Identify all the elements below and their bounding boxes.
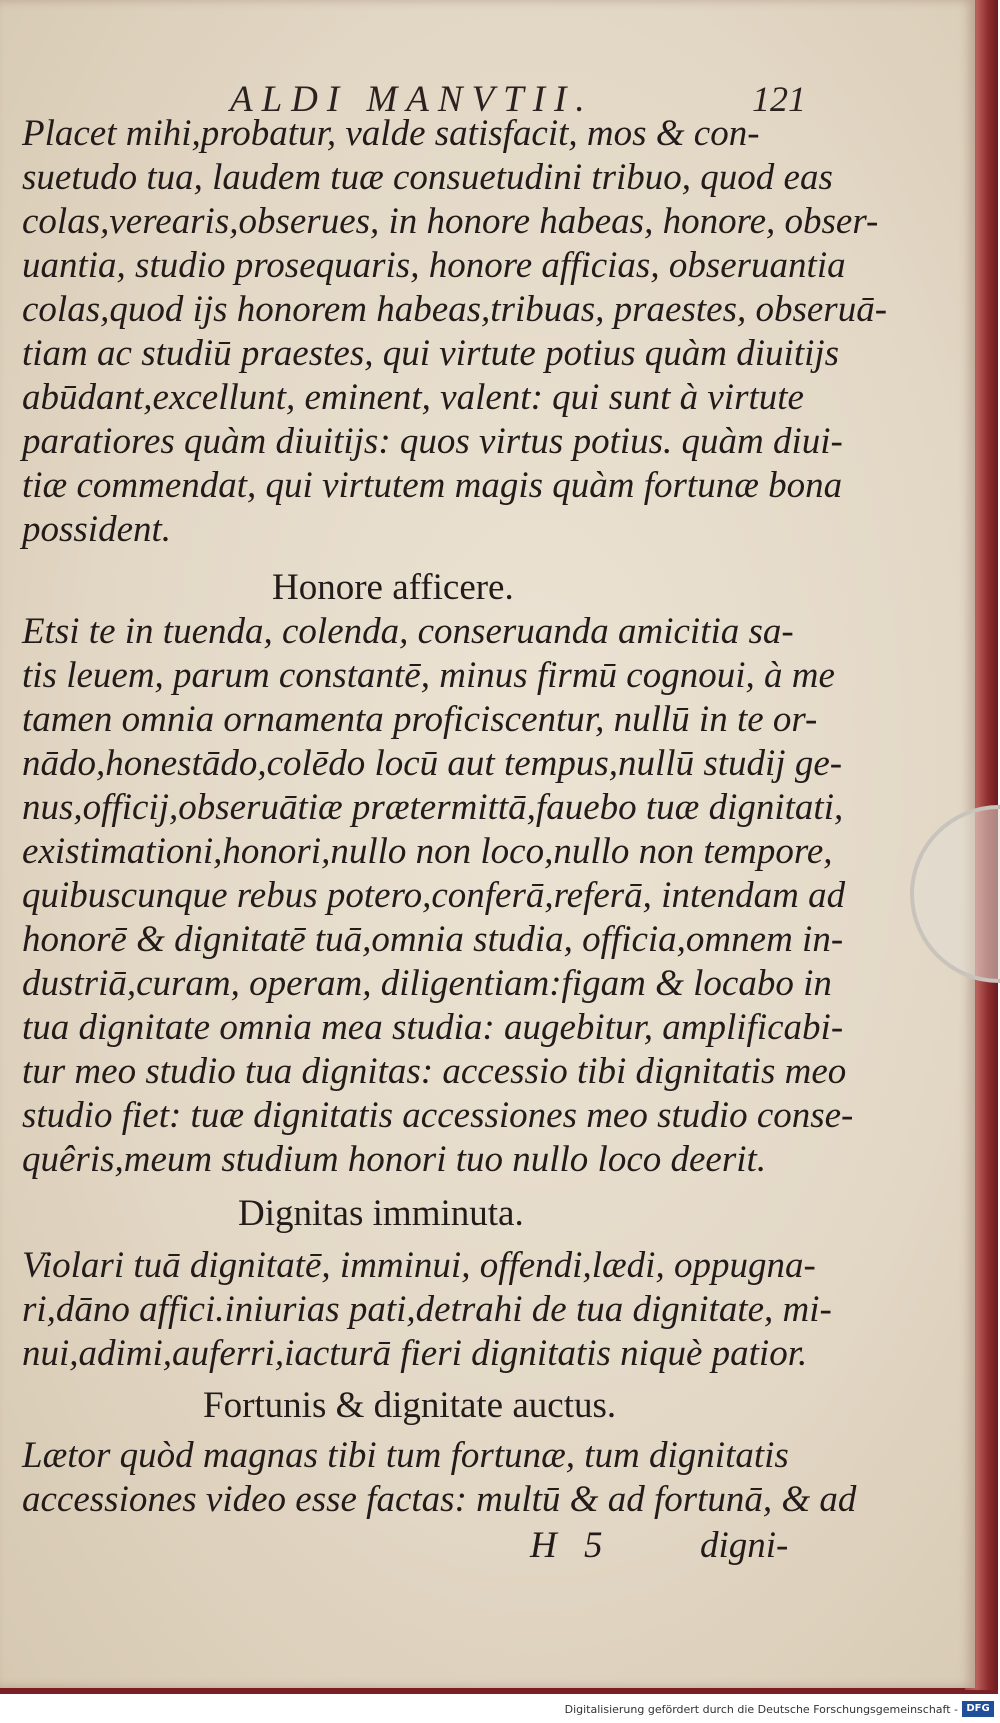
footer-credit: Digitalisierung gefördert durch die Deutsche Forschungsgemeinschaft - — [564, 1703, 958, 1716]
text-line: colas,verearis,obserues, in honore habeas, honore, obser- — [22, 201, 879, 242]
page-number: 121 — [752, 79, 806, 119]
text-line: quêris,meum studium honori tuo nullo loco deerit. — [22, 1139, 767, 1180]
text-line: ri,dāno affici.iniurias pati,detrahi de tua dignitate, mi- — [22, 1289, 832, 1330]
section-heading: Honore afficere. — [272, 567, 514, 608]
text-line: nādo,honestādo,colēdo locū aut tempus,nullū studij ge- — [22, 743, 843, 784]
text-line: uantia, studio prosequaris, honore afficias, obseruantia — [22, 245, 846, 286]
text-line: honorē & dignitatē tuā,omnia studia, officia,omnem in- — [22, 919, 844, 960]
text-line: colas,quod ijs honorem habeas,tribuas, praestes, obseruā- — [22, 289, 888, 330]
catchword: digni- — [700, 1525, 789, 1566]
text-line: tur meo studio tua dignitas: accessio tibi dignitatis meo — [22, 1051, 847, 1092]
text-line: abūdant,excellunt, eminent, valent: qui sunt à virtute — [22, 377, 804, 418]
text-line: quibuscunque rebus potero,conferā,referā, intendam ad — [22, 875, 846, 916]
text-line: tis leuem, parum constantē, minus firmū cognoui, à me — [22, 655, 835, 696]
text-line: tiam ac studiū praestes, qui virtute potius quàm diuitijs — [22, 333, 840, 374]
dfg-logo: DFG — [962, 1701, 994, 1717]
text-line: tiæ commendat, qui virtutem magis quàm fortunæ bona — [22, 465, 843, 506]
running-title: ALDI MANVTII. — [230, 79, 594, 120]
section-heading: Fortunis & dignitate auctus. — [203, 1385, 617, 1426]
text-line: suetudo tua, laudem tuæ consuetudini tribuo, quod eas — [22, 157, 833, 198]
text-line: dustriā,curam, operam, diligentiam:figam & locabo in — [22, 963, 832, 1004]
text-line: nus,officij,obseruātiæ prætermittā,fauebo tuæ dignitati, — [22, 787, 844, 828]
text-line: possident. — [22, 509, 172, 550]
text-line: nui,adimi,auferri,iacturā fieri dignitatis niquè patior. — [22, 1333, 808, 1374]
text-line: Placet mihi,probatur, valde satisfacit, mos & con- — [22, 113, 760, 154]
text-line: tua dignitate omnia mea studia: augebitur, amplificabi- — [22, 1007, 844, 1048]
text-line: Lætor quòd magnas tibi tum fortunæ, tum dignitatis — [22, 1435, 789, 1476]
text-line: accessiones video esse factas: multū & ad fortunā, & ad — [22, 1479, 857, 1520]
text-line: Etsi te in tuenda, colenda, conseruanda amicitia sa- — [22, 611, 794, 652]
text-line: paratiores quàm diuitijs: quos virtus potius. quàm diui- — [22, 421, 843, 462]
signature-mark: H 5 — [530, 1525, 603, 1566]
section-heading: Dignitas imminuta. — [238, 1193, 524, 1234]
text-line: Violari tuā dignitatē, imminui, offendi,lædi, oppugna- — [22, 1245, 816, 1286]
text-line: existimationi,honori,nullo non loco,nullo non tempore, — [22, 831, 833, 872]
text-line: tamen omnia ornamenta proficiscentur, nullū in te or- — [22, 699, 818, 740]
text-line: studio fiet: tuæ dignitatis accessiones meo studio conse- — [22, 1095, 854, 1136]
